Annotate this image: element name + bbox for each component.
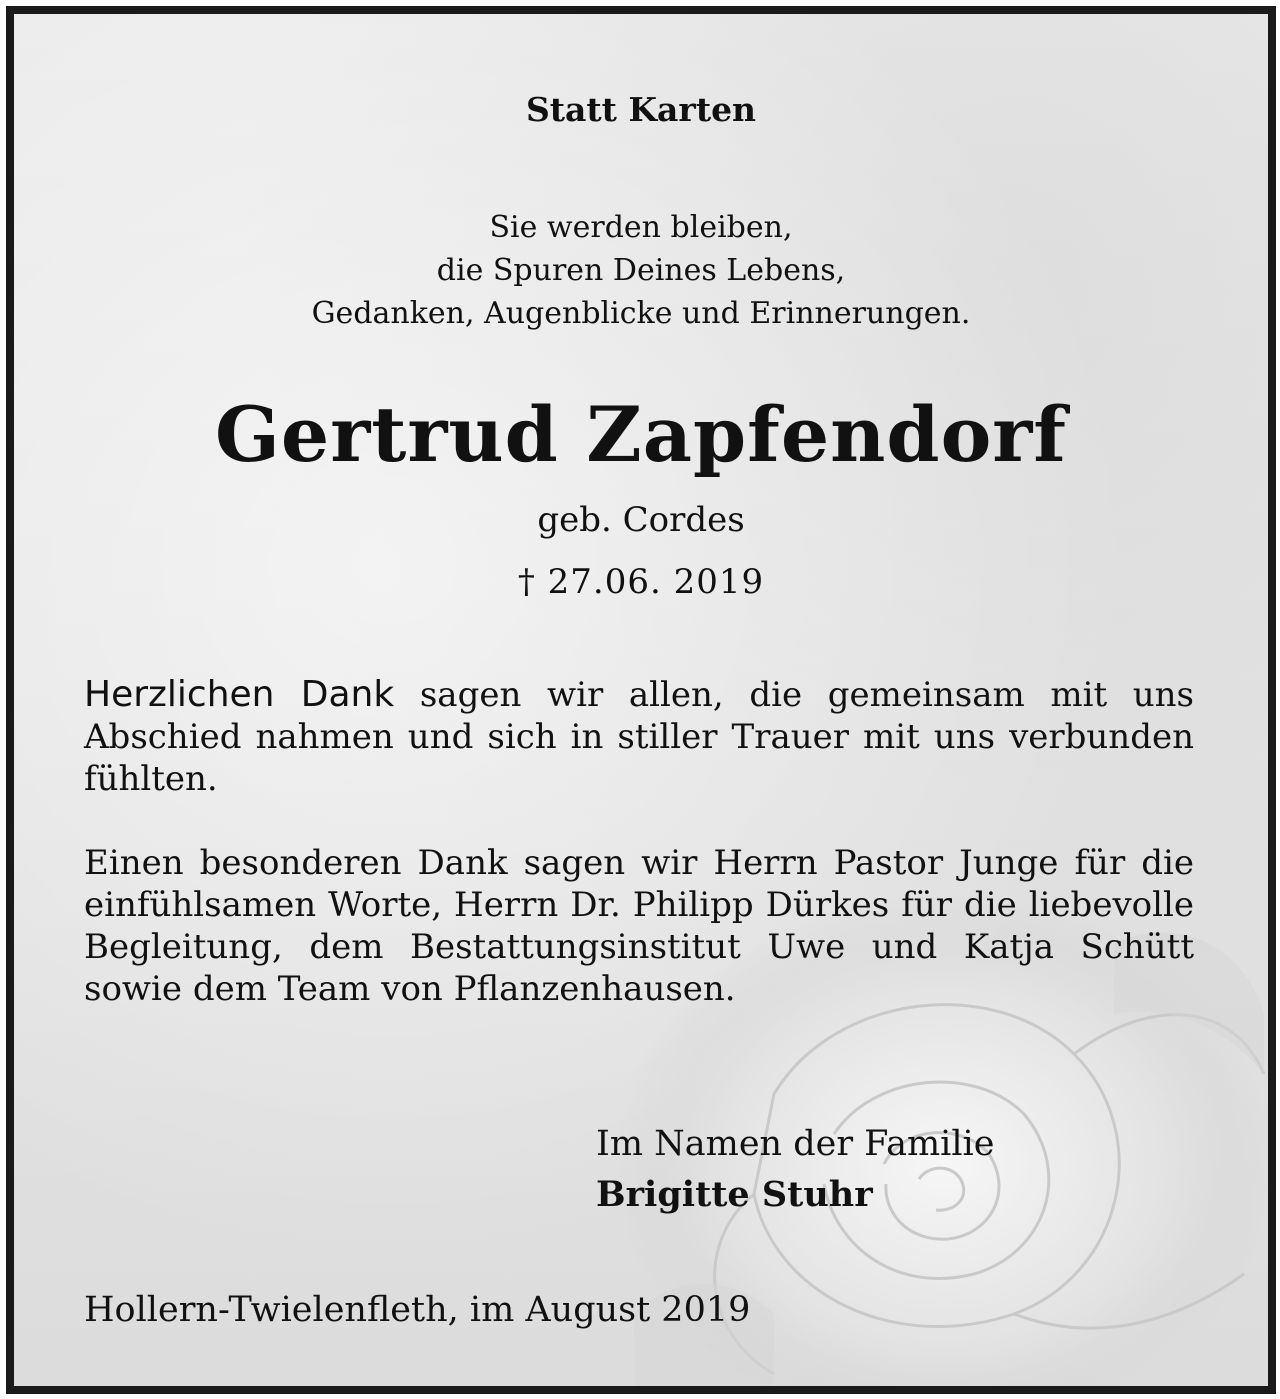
signature-line: Im Namen der Familie xyxy=(596,1124,995,1164)
obituary-notice xyxy=(6,6,1276,1394)
signature-name: Brigitte Stuhr xyxy=(596,1174,873,1215)
thanks-paragraph-1-text: sagen wir allen, die gemeinsam mit uns Abschied nahmen und sich in stiller Trauer mit uns verbunden fühlten. xyxy=(84,675,1194,799)
death-date: † 27.06. 2019 xyxy=(517,562,765,602)
thanks-lead: Herzlichen Dank xyxy=(84,674,395,715)
birth-name: geb. Cordes xyxy=(537,500,745,540)
place-and-date: Hollern-Twielenfleth, im August 2019 xyxy=(84,1290,751,1330)
notice-header: Statt Karten xyxy=(525,90,757,129)
verse-line-2: die Spuren Deines Lebens, xyxy=(436,253,846,288)
thanks-paragraph-2: Einen besonderen Dank sagen wir Herrn Pastor Junge für die einfühlsamen Worte, Herrn Dr. Philipp Dürkes für die liebevolle Begleitung, dem Bestattungsinstitut Uwe und Katja Schütt sowie dem Team von Pflanzenhausen. xyxy=(84,843,1194,1009)
thanks-paragraph-1 xyxy=(84,674,1194,800)
verse-line-3: Gedanken, Augenblicke und Erinnerungen. xyxy=(311,296,971,331)
verse-line-1: Sie werden bleiben, xyxy=(489,210,793,245)
deceased-name: Gertrud Zapfendorf xyxy=(214,390,1068,479)
